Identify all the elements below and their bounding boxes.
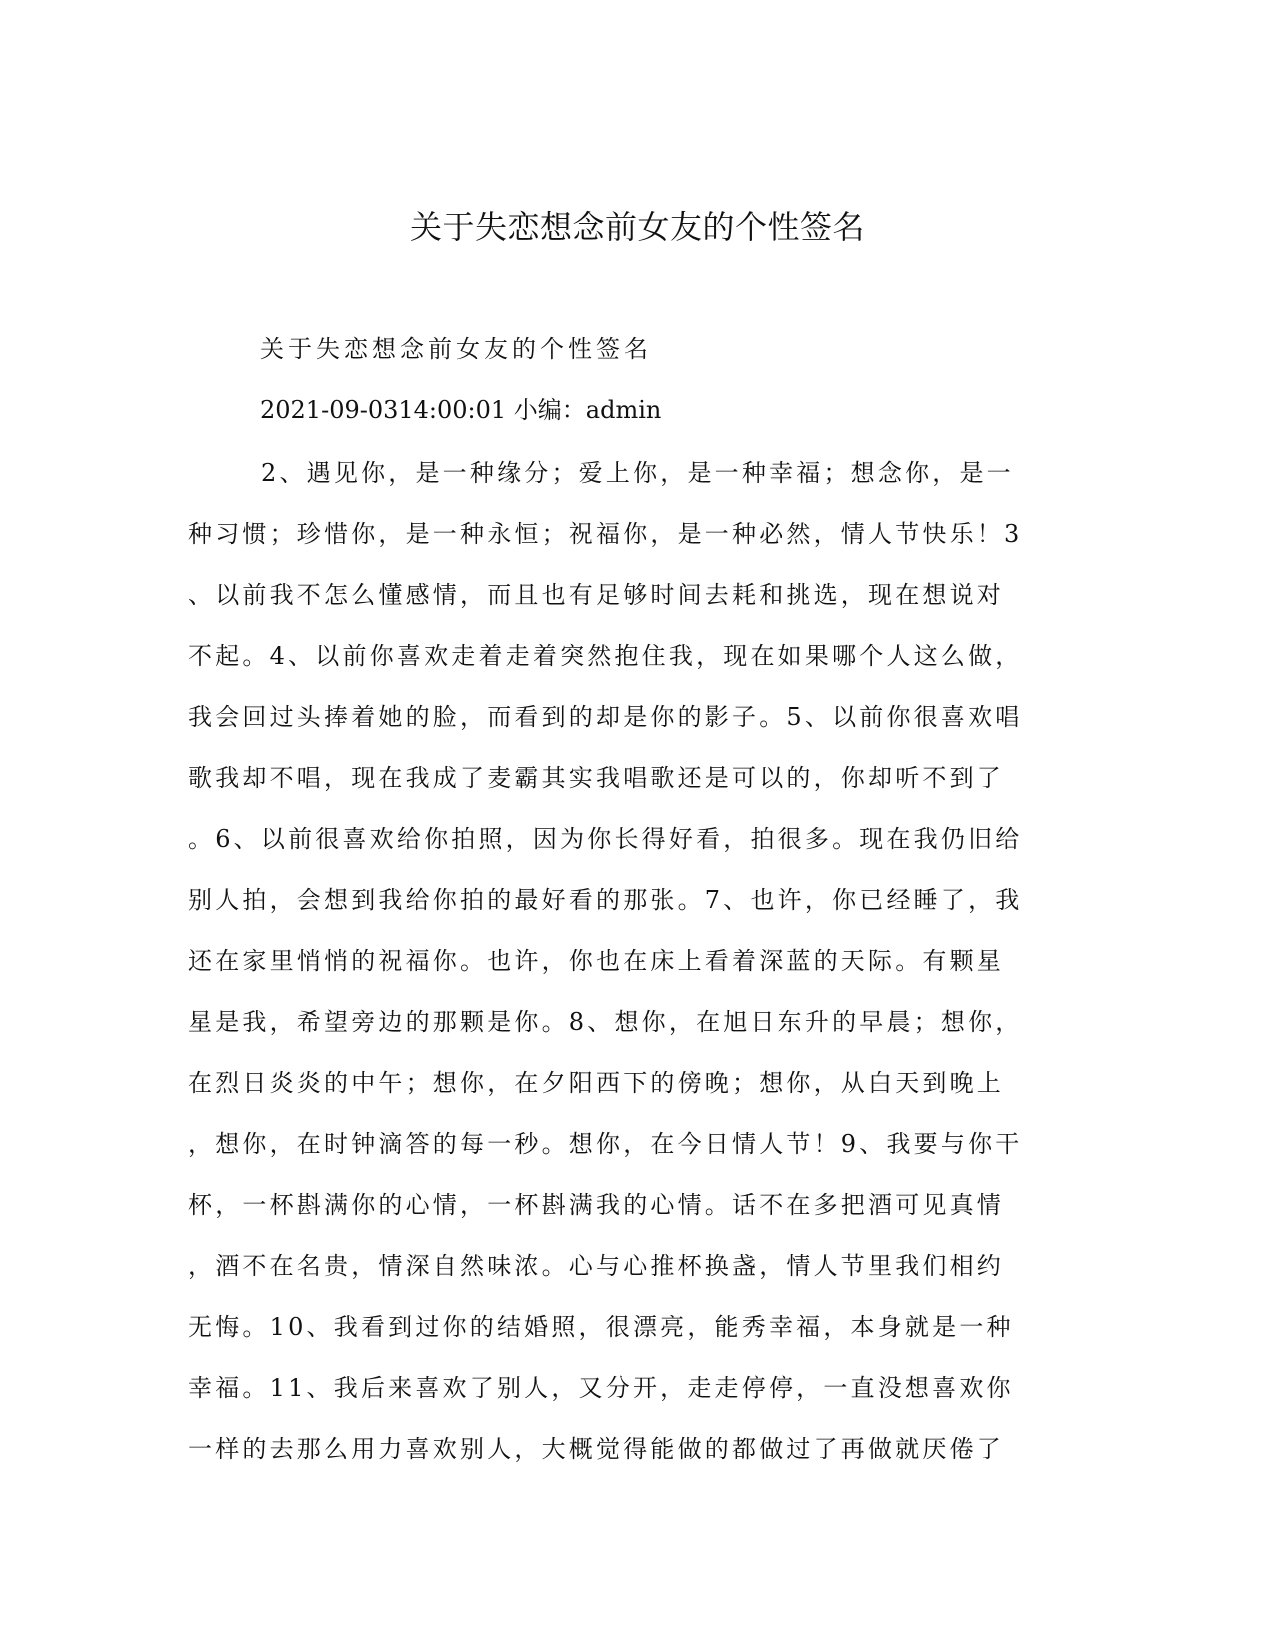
body-line: 一样的去那么用力喜欢别人，大概觉得能做的都做过了再做就厌倦了 — [188, 1435, 1004, 1463]
document-title: 关于失恋想念前女友的个性签名 — [409, 208, 865, 246]
body-line: ，酒不在名贵，情深自然味浓。心与心推杯换盏，情人节里我们相约 — [188, 1252, 1004, 1280]
body-line: ，想你，在时钟滴答的每一秒。想你，在今日情人节！9、我要与你干 — [188, 1130, 1023, 1158]
body-line: 不起。4、以前你喜欢走着走着突然抱住我，现在如果哪个人这么做， — [188, 642, 1023, 670]
body-line: 种习惯；珍惜你，是一种永恒；祝福你，是一种必然，情人节快乐！3 — [188, 520, 1023, 548]
body-line: 别人拍，会想到我给你拍的最好看的那张。7、也许，你已经睡了，我 — [188, 886, 1023, 914]
body-line: 幸福。11、我后来喜欢了别人，又分开，走走停停，一直没想喜欢你 — [188, 1374, 1014, 1402]
body-line: 、以前我不怎么懂感情，而且也有足够时间去耗和挑选，现在想说对 — [188, 581, 1004, 609]
body-line: 。6、以前很喜欢给你拍照，因为你长得好看，拍很多。现在我仍旧给 — [188, 825, 1023, 853]
body-line: 我会回过头捧着她的脸，而看到的却是你的影子。5、以前你很喜欢唱 — [188, 703, 1023, 731]
article-body — [188, 448, 1068, 1485]
body-line: 杯，一杯斟满你的心情，一杯斟满我的心情。话不在多把酒可见真情 — [188, 1191, 1004, 1219]
body-line: 在烈日炎炎的中午；想你，在夕阳西下的傍晚；想你，从白天到晚上 — [188, 1069, 1004, 1097]
body-line: 无悔。10、我看到过你的结婚照，很漂亮，能秀幸福，本身就是一种 — [188, 1313, 1014, 1341]
body-line: 歌我却不唱，现在我成了麦霸其实我唱歌还是可以的，你却听不到了 — [188, 764, 1004, 792]
body-line: 还在家里悄悄的祝福你。也许，你也在床上看着深蓝的天际。有颗星 — [188, 947, 1004, 975]
article-meta: 2021-09-0314:00:01 小编：admin — [260, 396, 662, 424]
body-line: 星是我，希望旁边的那颗是你。8、想你，在旭日东升的早晨；想你， — [188, 1008, 1023, 1036]
article-subtitle: 关于失恋想念前女友的个性签名 — [260, 335, 652, 363]
body-line: 2、遇见你，是一种缘分；爱上你，是一种幸福；想念你，是一 — [261, 459, 1014, 487]
